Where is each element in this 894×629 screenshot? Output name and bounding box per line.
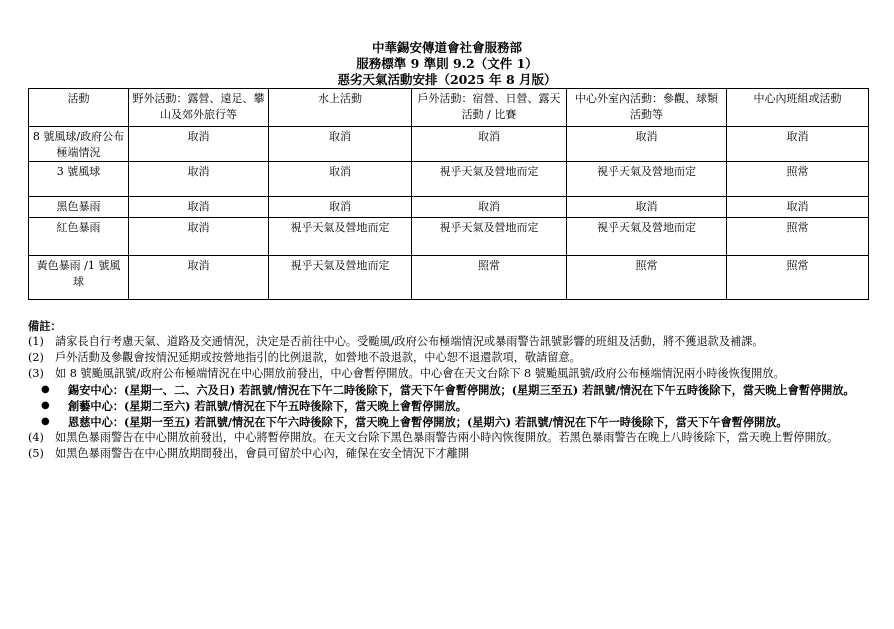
table-cell: 取消: [269, 162, 412, 197]
table-cell: 視乎天氣及營地而定: [567, 162, 727, 197]
table-row: [29, 127, 869, 162]
table-cell: 取消: [269, 197, 412, 218]
table-cell: 取消: [129, 256, 269, 300]
table-cell: 取消: [412, 197, 567, 218]
header-cell: 水上活動: [269, 89, 412, 127]
table-cell: 取消: [129, 127, 269, 162]
row-label: 黑色暴雨: [29, 197, 129, 218]
note-item: [28, 430, 873, 446]
row-label: 紅色暴雨: [29, 218, 129, 256]
note-number: (2): [28, 351, 44, 364]
table-cell: 視乎天氣及營地而定: [412, 162, 567, 197]
notes-title: 備註：: [28, 319, 62, 333]
header-cell: 中心外室內活動：參觀、球類活動等: [567, 89, 727, 127]
bullet-text: 創藝中心：(星期二至六) 若訊號/情況在下午五時後除下，當天晚上會暫停開放。: [68, 399, 467, 413]
note-text: 如黑色暴雨警告在中心開放前發出，中心將暫停開放。在天文台除下黑色暴雨警告兩小時內恢復開放。若黑色暴雨警告在晚上八時後除下，當天晚上暫停開放。: [55, 431, 839, 444]
table-cell: 視乎天氣及營地而定: [269, 256, 412, 300]
table-cell: 照常: [727, 256, 869, 300]
table-cell: 照常: [727, 162, 869, 197]
note-item: [28, 334, 873, 350]
table-cell: 取消: [727, 127, 869, 162]
bullet-icon: ●: [41, 416, 50, 427]
header-cell: 活動: [29, 89, 129, 127]
table-cell: 視乎天氣及營地而定: [567, 218, 727, 256]
table-cell: 取消: [129, 162, 269, 197]
header-cell: 野外活動：露營、遠足、攀山及郊外旅行等: [129, 89, 269, 127]
note-item: [28, 446, 873, 462]
note-number: (3): [28, 367, 44, 380]
centre-bullet: [28, 414, 873, 430]
centre-bullet: [28, 398, 873, 414]
table-cell: 視乎天氣及營地而定: [269, 218, 412, 256]
document-header: [0, 40, 894, 88]
table-row: [29, 256, 869, 300]
table-row: [29, 162, 869, 197]
row-label: 3 號風球: [29, 162, 129, 197]
doc-title: 惡劣天氣活動安排（2025 年 8 月版）: [337, 72, 557, 87]
notes-section: [28, 318, 873, 462]
table-cell: 取消: [129, 218, 269, 256]
bullet-icon: ●: [41, 400, 50, 411]
bullet-icon: ●: [41, 384, 50, 395]
table-cell: 取消: [727, 197, 869, 218]
bullet-text: 恩慈中心：(星期一至五) 若訊號/情況在下午六時後除下，當天晚上會暫停開放；(星期六) 若訊號/情況在下午一時後除下，當天下午會暫停開放。: [68, 415, 788, 429]
table-row: [29, 218, 869, 256]
note-number: (4): [28, 431, 44, 444]
standard-ref: 服務標準 9 準則 9.2（文件 1）: [356, 56, 538, 71]
table-cell: 取消: [567, 197, 727, 218]
bullet-text: 錫安中心：(星期一、二、六及日) 若訊號/情況在下午二時後除下，當天下午會暫停開放；(星期三至五) 若訊號/情況在下午五時後除下，當天晚上會暫停開放。: [68, 383, 855, 397]
note-number: (1): [28, 335, 44, 348]
org-name: 中華錫安傳道會社會服務部: [371, 40, 522, 55]
note-item: [28, 350, 873, 366]
note-text: 如 8 號颱風訊號/政府公布極端情況在中心開放前發出，中心會暫停開放。中心會在天文台除下 8 號颱風訊號/政府公布極端情況兩小時後恢復開放。: [55, 367, 785, 380]
note-number: (5): [28, 447, 44, 460]
table-cell: 照常: [727, 218, 869, 256]
table-cell: 取消: [412, 127, 567, 162]
note-text: 戶外活動及參觀會按情況延期或按營地指引的比例退款，如營地不設退款，中心恕不退還款項，敬請留意。: [55, 351, 581, 364]
table-cell: 取消: [269, 127, 412, 162]
row-label: 8 號風球/政府公布極端情況: [29, 127, 129, 162]
row-label: 黃色暴雨 /1 號風球: [29, 256, 129, 300]
table-cell: 照常: [567, 256, 727, 300]
header-cell: 中心內班組或活動: [727, 89, 869, 127]
centre-bullet: [28, 382, 873, 398]
note-text: 請家長自行考慮天氣、道路及交通情況，決定是否前往中心。受颱風/政府公布極端情況或暴雨警告訊號影響的班組及活動，將不獲退款及補課。: [55, 335, 764, 348]
note-text: 如黑色暴雨警告在中心開放期間發出，會員可留於中心內，確保在安全情況下才離開: [55, 447, 469, 460]
schedule-table: [28, 88, 869, 300]
note-item: [28, 366, 873, 382]
header-row: [29, 89, 869, 127]
table-cell: 取消: [129, 197, 269, 218]
table-cell: 照常: [412, 256, 567, 300]
table-cell: 取消: [567, 127, 727, 162]
table-cell: 視乎天氣及營地而定: [412, 218, 567, 256]
header-cell: 戶外活動：宿營、日營、露天活動 / 比賽: [412, 89, 567, 127]
table-row: [29, 197, 869, 218]
